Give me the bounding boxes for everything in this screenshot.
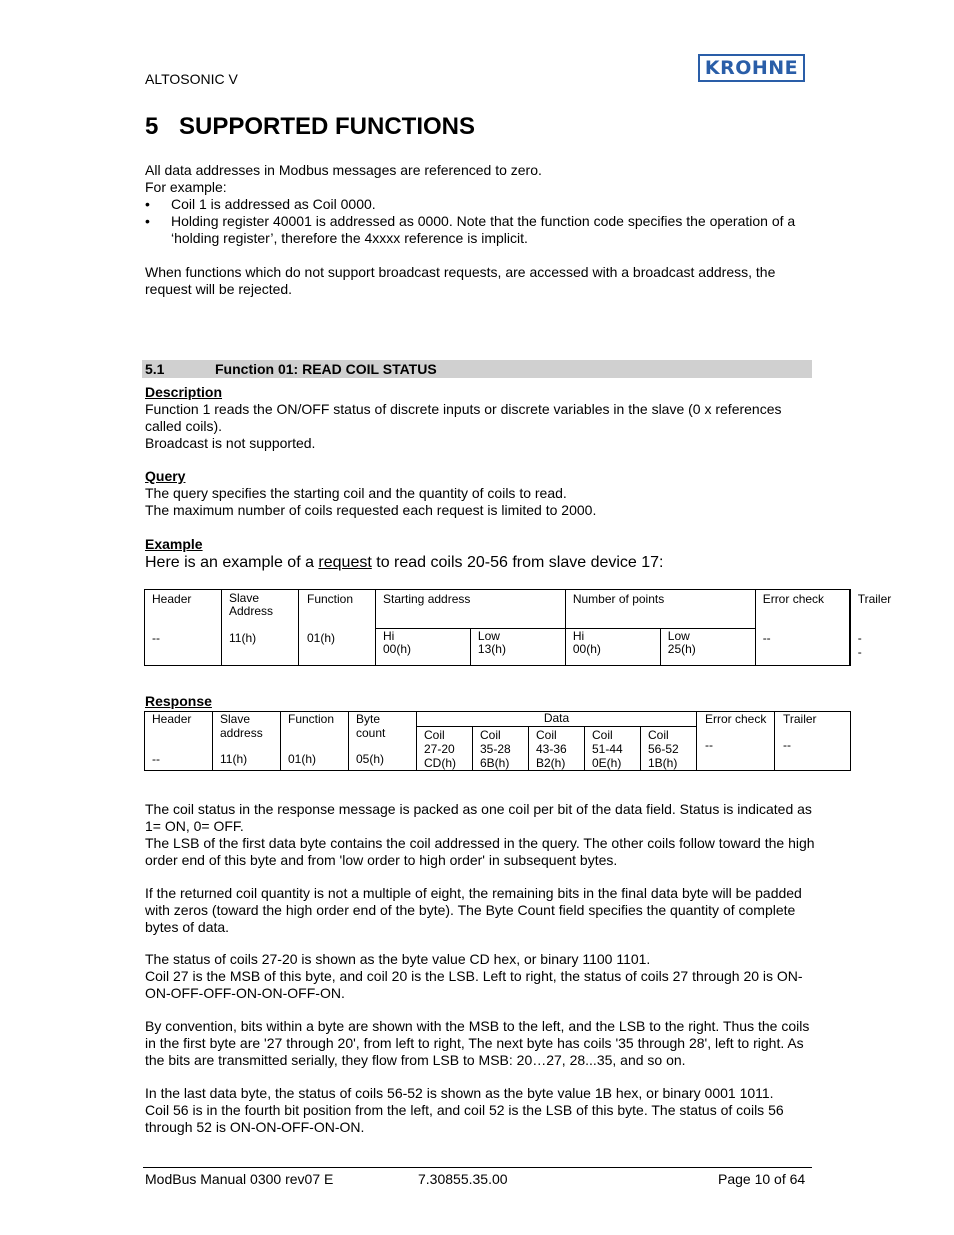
document-title: ALTOSONIC V [145, 71, 238, 87]
query-block [145, 468, 815, 519]
query-trailer-cell: Trailer -- [849, 590, 850, 666]
query-number-points-cell: Number of points [565, 590, 755, 629]
footer-divider [143, 1167, 812, 1168]
response-coil-cell: Coil 43-36 B2(h) [529, 727, 585, 771]
request-link[interactable]: request [318, 554, 372, 571]
intro-line-2: For example: [145, 179, 227, 195]
description-broadcast: Broadcast is not supported. [145, 435, 316, 451]
query-start-hi-cell: Hi 00(h) [376, 629, 471, 666]
intro-bullet-list [145, 196, 815, 247]
footer-page-number: Page 10 of 64 [718, 1171, 806, 1187]
query-text-2: The maximum number of coils requested each request is limited to 2000. [145, 502, 597, 518]
response-trailer-cell: Trailer -- [775, 712, 851, 771]
description-block [145, 384, 815, 452]
chapter-title-text: SUPPORTED FUNCTIONS [179, 113, 476, 140]
response-byte-count-cell: Byte count 05(h) [349, 712, 417, 771]
query-start-low-cell: Low 13(h) [470, 629, 565, 666]
logo-text: KROHNE [704, 57, 799, 79]
section-number: 5.1 [145, 361, 165, 377]
query-start-address-cell: Starting address [376, 590, 566, 629]
query-function-cell: Function 01(h) [299, 590, 376, 666]
response-error-check-cell: Error check -- [697, 712, 775, 771]
query-frame-table [144, 589, 892, 666]
response-slave-cell: Slave address 11(h) [213, 712, 281, 771]
section-heading-bar [142, 360, 812, 378]
query-points-hi-cell: Hi 00(h) [565, 629, 660, 666]
query-heading: Query [145, 468, 186, 484]
response-function-cell: Function 01(h) [281, 712, 349, 771]
example-text: Here is an example of a request to read coils 20-56 from slave device 17: [145, 554, 664, 571]
response-coil-cell: Coil 51-44 0E(h) [585, 727, 641, 771]
intro-block [145, 162, 815, 247]
last-byte-paragraph: In the last data byte, the status of coils 56-52 is shown as the byte value 1B hex, or binary 0001 1011. Coil 56 is in the fourth bit position from the left, and coil 52 is the LSB of this byte. The status of coils 56 through 52 is ON-ON-OFF-ON-ON. [145, 1085, 784, 1135]
example-heading: Example [145, 536, 203, 552]
footer-manual-name: ModBus Manual 0300 rev07 E [145, 1171, 334, 1187]
response-coil-cell: Coil 27-20 CD(h) [417, 727, 473, 771]
response-heading: Response [145, 693, 212, 709]
response-frame-table [144, 711, 851, 771]
intro-line-1: All data addresses in Modbus messages are referenced to zero. [145, 162, 542, 178]
footer-document-code: 7.30855.35.00 [418, 1171, 508, 1187]
coil-status-paragraph: The coil status in the response message is packed as one coil per bit of the data field. Status is indicated as 1= ON, 0= OFF. The LSB of the first data byte contains the coil addressed in the query. The other coils follow toward the high order end of this byte and from 'low order to high order' in subsequent bytes. [145, 801, 815, 868]
chapter-number: 5 [145, 113, 159, 140]
status-27-20-paragraph: The status of coils 27-20 is shown as the byte value CD hex, or binary 1100 1101. Coil 27 is the MSB of this byte, and coil 20 is the LSB. Left to right, the status of coils 27 through 20 is ON-ON-OFF-OFF-ON-ON-OFF-ON. [145, 951, 803, 1001]
response-header-cell: Header -- [145, 712, 213, 771]
example-block [145, 536, 815, 572]
section-title: Function 01: READ COIL STATUS [215, 361, 437, 377]
krohne-logo [698, 54, 805, 82]
convention-paragraph: By convention, bits within a byte are shown with the MSB to the left, and the LSB to the right. Thus the coils in the first byte are '27 through 20', from left to right, The next byte has coils '35 through 28', left to right. As the bits are transmitted serially, they flow from LSB to MSB: 20…27, 28...35, and so on. [145, 1018, 810, 1068]
query-points-low-cell: Low 25(h) [660, 629, 755, 666]
query-slave-cell: Slave Address 11(h) [222, 590, 299, 666]
description-heading: Description [145, 384, 223, 400]
description-text: Function 1 reads the ON/OFF status of discrete inputs or discrete variables in the slave (0 x references called coils). [145, 401, 782, 434]
padding-paragraph: If the returned coil quantity is not a multiple of eight, the remaining bits in the final data byte will be padded with zeros (toward the high order end of the byte). The Byte Count field specifies the quantity of complete bytes of data. [145, 885, 802, 935]
broadcast-paragraph: When functions which do not support broadcast requests, are accessed with a broadcast address, the request will be rejected. [145, 264, 776, 297]
bullet-item: • Coil 1 is addressed as Coil 0000. [145, 196, 815, 213]
query-error-check-cell: Error check -- [755, 590, 849, 666]
query-header-cell: Header -- [145, 590, 222, 666]
bullet-item: • Holding register 40001 is addressed as 0000. Note that the function code specifies the operation of a ‘holding register’, therefore the 4xxxx reference is implicit. [145, 213, 815, 247]
response-coil-cell: Coil 56-52 1B(h) [641, 727, 697, 771]
response-data-header-cell: Data [417, 712, 697, 727]
chapter-title [145, 113, 475, 141]
query-text-1: The query specifies the starting coil and the quantity of coils to read. [145, 485, 567, 501]
response-coil-cell: Coil 35-28 6B(h) [473, 727, 529, 771]
